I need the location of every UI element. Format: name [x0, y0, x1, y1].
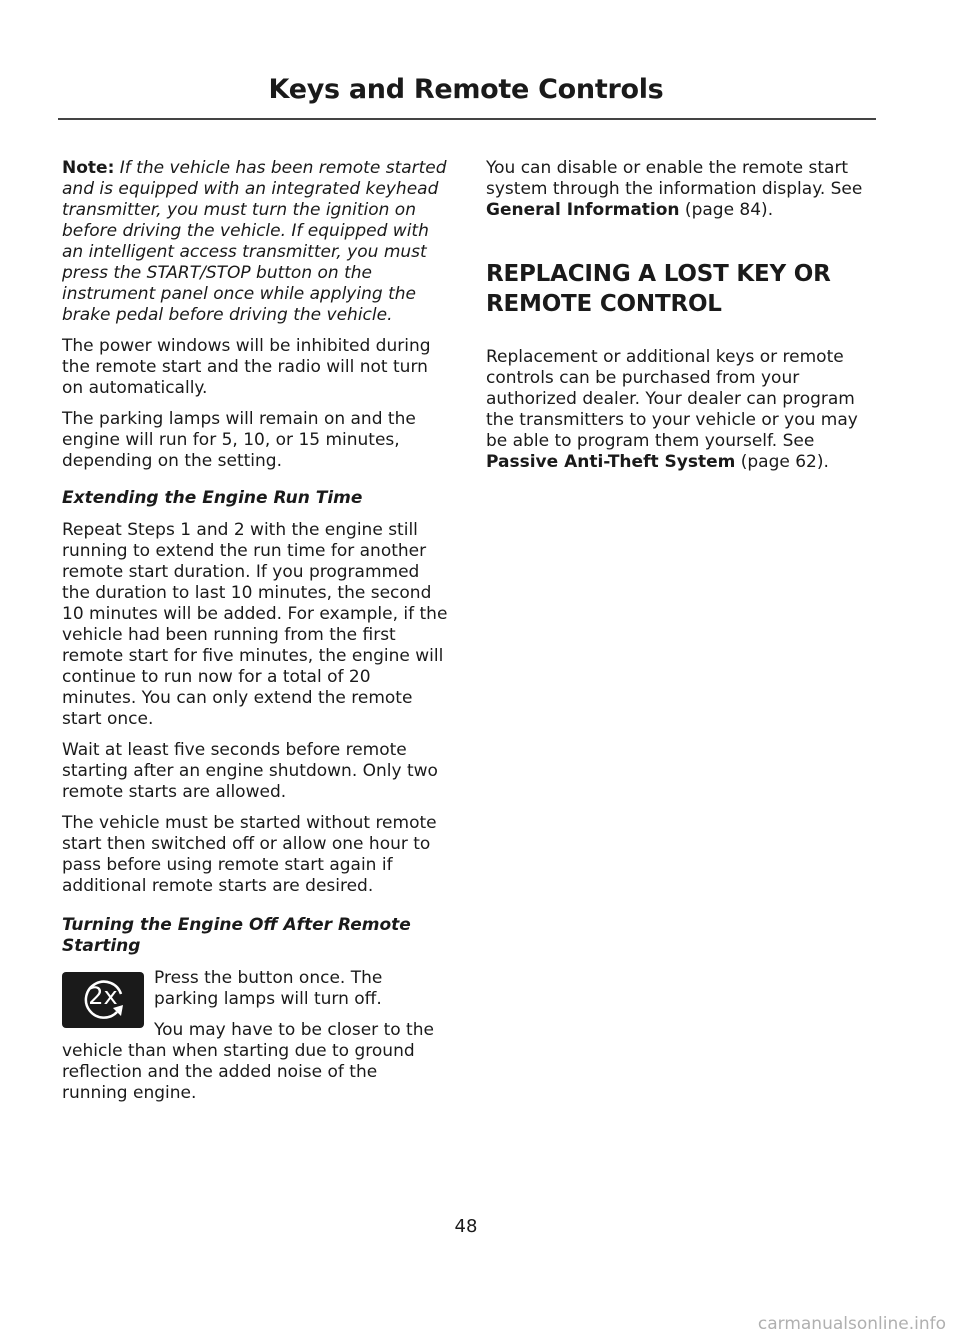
- power-windows-paragraph: The power windows will be inhibited during the remote start and the radio will not turn on automatically.: [62, 336, 431, 398]
- right-column: [486, 158, 874, 483]
- note-text: If the vehicle has been remote started and is equipped with an integrated keyhead transmitter, you must turn the ignition on before driving the vehicle. If equipped with an intelligent access transmitter, you must press the START/STOP button on the instrument panel once while applying the brake pedal before driving the vehicle.: [62, 158, 447, 325]
- section-heading-line1: REPLACING A LOST KEY OR: [486, 261, 831, 287]
- general-information-page-ref: (page 84).: [679, 200, 774, 220]
- remote-icon-label: 2x: [88, 982, 118, 1010]
- closer-paragraph: You may have to be closer to the vehicle than when starting due to ground reflection and the added noise of the running engine.: [62, 1020, 434, 1103]
- page-header-title: Keys and Remote Controls: [268, 74, 664, 105]
- page-number: 48: [454, 1216, 478, 1237]
- remote-start-2x-icon: [62, 972, 144, 1028]
- disable-enable-text: You can disable or enable the remote start system through the information display. See: [486, 158, 863, 199]
- header-divider: [58, 118, 876, 120]
- remote-button-block: [62, 968, 448, 1114]
- wait-paragraph: Wait at least five seconds before remote starting after an engine shutdown. Only two remote starts are allowed.: [62, 740, 438, 802]
- left-column: [62, 158, 448, 1114]
- press-button-paragraph: Press the button once. The parking lamps will turn off.: [154, 968, 383, 1009]
- replacement-text: Replacement or additional keys or remote controls can be purchased from your authorized dealer. Your dealer can program the transmitters to your vehicle or you may be able to program them yourself. See: [486, 347, 858, 451]
- note-label: Note:: [62, 158, 115, 178]
- passive-anti-theft-link[interactable]: Passive Anti-Theft System: [486, 452, 736, 472]
- subheading-extend-run-time: Extending the Engine Run Time: [62, 488, 363, 508]
- parking-lamps-paragraph: The parking lamps will remain on and the engine will run for 5, 10, or 15 minutes, depending on the setting.: [62, 409, 416, 471]
- note-paragraph: [62, 158, 448, 326]
- restart-paragraph: The vehicle must be started without remote start then switched off or allow one hour to pass before using remote start again if additional remote starts are desired.: [62, 813, 437, 896]
- passive-anti-theft-page-ref: (page 62).: [735, 452, 829, 472]
- disable-enable-paragraph: [486, 158, 874, 221]
- section-heading-replacing-key: [486, 259, 874, 319]
- subheading-engine-off: Turning the Engine Off After Remote Starting: [62, 915, 411, 956]
- section-heading-line2: REMOTE CONTROL: [486, 291, 722, 317]
- replacement-paragraph: [486, 347, 874, 473]
- general-information-link[interactable]: General Information: [486, 200, 680, 220]
- extend-run-time-paragraph: Repeat Steps 1 and 2 with the engine still running to extend the run time for another remote start duration. If you programmed the duration to last 10 minutes, the second 10 minutes will be added. For example, if the vehicle had been running from the first remote start for five minutes, the engine will continue to run now for a total of 20 minutes. You can only extend the remote start once.: [62, 520, 448, 729]
- watermark: carmanualsonline.info: [757, 1314, 946, 1334]
